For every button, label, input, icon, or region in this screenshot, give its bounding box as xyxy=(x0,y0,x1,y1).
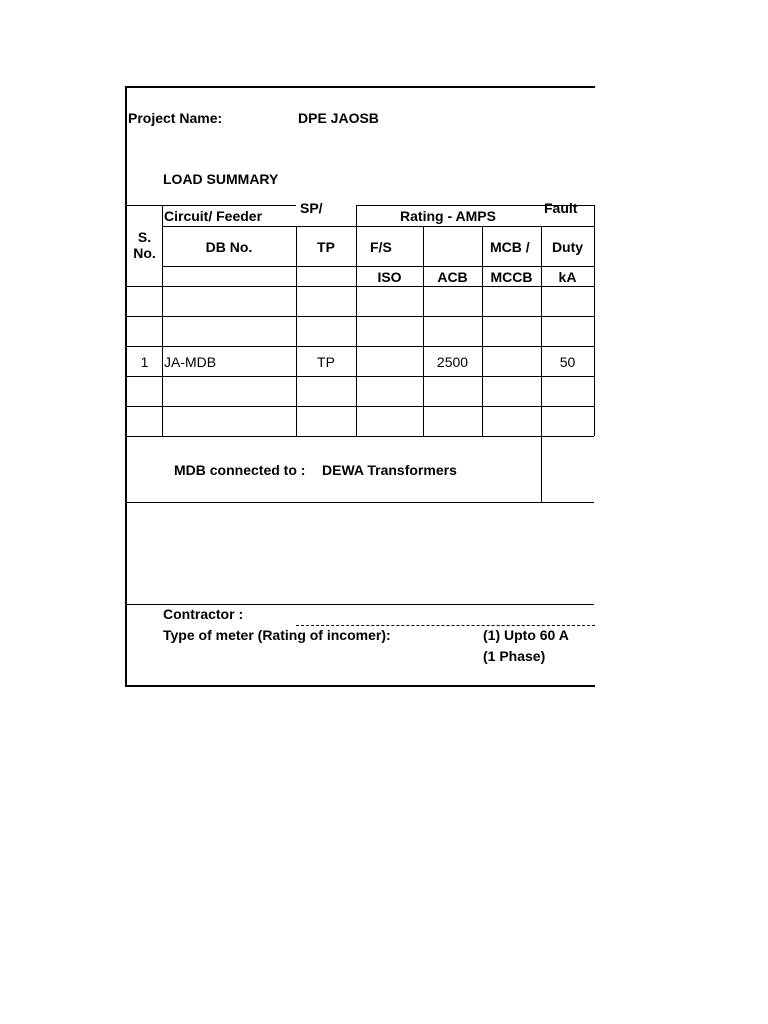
meter-type-label: Type of meter (Rating of incomer): xyxy=(163,627,391,643)
grid-line xyxy=(127,205,162,206)
project-name-label: Project Name: xyxy=(128,110,223,126)
header-mccb: MCCB xyxy=(490,269,533,285)
header-circuit-feeder: Circuit/ Feeder xyxy=(164,208,263,224)
cell-sp-tp: TP xyxy=(317,354,335,370)
grid-line xyxy=(127,346,594,347)
project-name-value: DPE JAOSB xyxy=(298,110,379,126)
grid-line xyxy=(356,205,357,436)
header-duty: Duty xyxy=(551,239,584,255)
header-tp: TP xyxy=(317,239,335,255)
mdb-connected-value: DEWA Transformers xyxy=(322,462,457,478)
header-fs: F/S xyxy=(370,239,392,255)
grid-line xyxy=(423,226,424,436)
mdb-connected-label: MDB connected to : xyxy=(174,462,306,478)
grid-line xyxy=(127,502,594,503)
header-sp: SP/ xyxy=(300,200,323,216)
grid-line xyxy=(594,205,595,436)
frame-left-border xyxy=(125,86,127,687)
contractor-dashed-line xyxy=(296,625,595,626)
cell-fault-ka: 50 xyxy=(559,354,576,370)
grid-line xyxy=(127,406,594,407)
grid-line xyxy=(296,226,297,436)
meter-option-line2: (1 Phase) xyxy=(483,648,546,664)
frame-top-border xyxy=(125,86,595,88)
grid-line xyxy=(162,205,296,206)
header-iso: ISO xyxy=(377,269,402,285)
grid-line xyxy=(127,376,594,377)
header-fault: Fault xyxy=(544,200,578,216)
cell-s-no: 1 xyxy=(140,354,149,370)
grid-line xyxy=(127,436,594,437)
header-s-no: S. No. xyxy=(133,229,156,261)
header-acb: ACB xyxy=(437,269,468,285)
header-ka: kA xyxy=(558,269,577,285)
header-rating-amps: Rating - AMPS xyxy=(400,208,496,224)
grid-line xyxy=(482,226,483,436)
grid-line xyxy=(127,604,594,605)
grid-line xyxy=(162,266,594,267)
header-db-no: DB No. xyxy=(205,239,253,255)
frame-bottom-border xyxy=(125,685,595,687)
grid-line xyxy=(127,316,594,317)
grid-line xyxy=(162,226,594,227)
contractor-label: Contractor : xyxy=(163,606,244,622)
header-mcb: MCB / xyxy=(490,239,530,255)
grid-line xyxy=(127,286,594,287)
meter-option-line1: (1) Upto 60 A xyxy=(483,627,569,643)
cell-acb: 2500 xyxy=(436,354,469,370)
cell-db-no: JA-MDB xyxy=(164,354,217,370)
section-title: LOAD SUMMARY xyxy=(163,171,279,187)
